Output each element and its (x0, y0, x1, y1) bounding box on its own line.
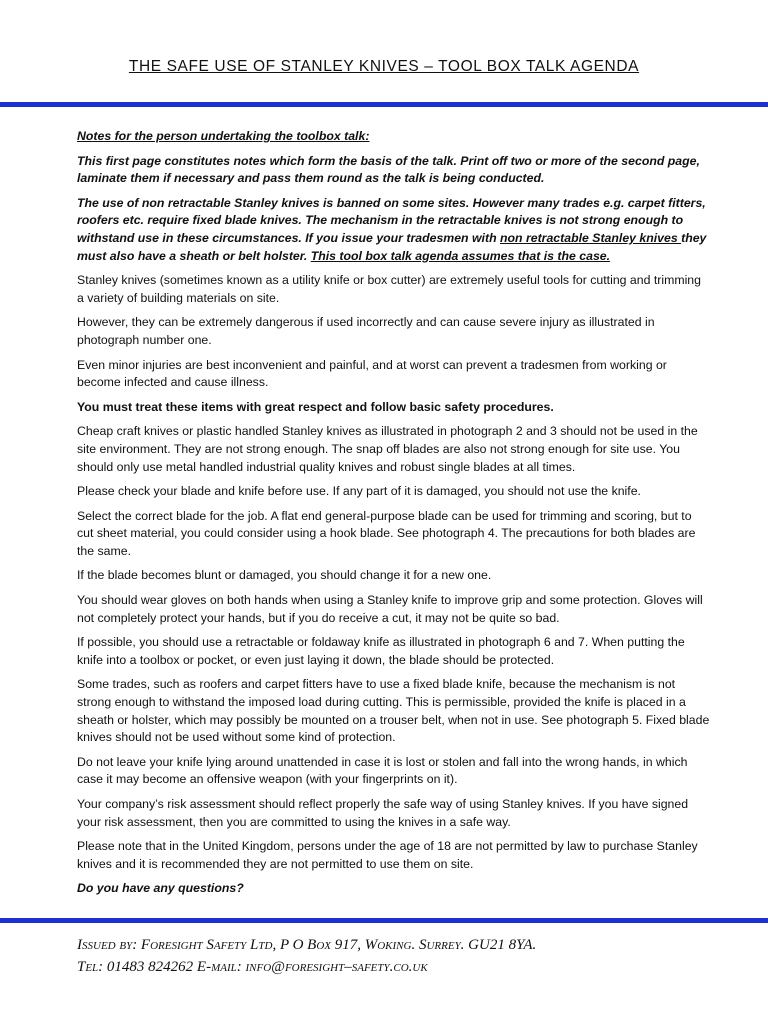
notes-p2-underlined: non retractable Stanley knives (500, 230, 682, 245)
body-paragraph-9: You should wear gloves on both hands when using a Stanley knife to improve grip and some protection. Gloves will not completely protect your hands, but if you do receive a cut, it may not be quite so bad. (77, 593, 703, 625)
footer (77, 934, 737, 978)
document-body (77, 128, 711, 905)
body-paragraph-7: Select the correct blade for the job. A flat end general-purpose blade can be used for trimming and scoring, but to cut sheet material, you could consider using a hook blade. See photograph 4. The precautions for both blades are the same. (77, 508, 696, 558)
body-paragraph-11: Some trades, such as roofers and carpet fitters have to use a fixed blade knife, because the mechanism is not strong enough to withstand the imposed load during cutting. This is permissible, provided the knife is placed in a sheath or holster, which may possibly be mounted on a trouser belt, when not in use. See photograph 5. Fixed blade knives should not be used without some kind of protection. (77, 677, 710, 745)
notes-paragraph-1: This first page constitutes notes which form the basis of the talk. Print off two or more of the second page, laminate them if necessary and pass them round as the talk is being conducted. (77, 153, 700, 186)
notes-p2-assumption: This tool box talk agenda assumes that is the case. (310, 248, 611, 263)
notes-paragraph-2 (77, 195, 711, 265)
body-paragraph-8: If the blade becomes blunt or damaged, you should change it for a new one. (77, 568, 492, 583)
contact-line: Tel: 01483 824262 E-mail: info@foresight–safety.co.uk (77, 959, 428, 975)
page-title: THE SAFE USE OF STANLEY KNIVES – TOOL BOX TALK AGENDA (128, 58, 640, 75)
issuer-line: Issued by: Foresight Safety Ltd, P O Box 917, Woking. Surrey. GU21 8YA. (77, 937, 537, 953)
body-paragraph-1: Stanley knives (sometimes known as a utility knife or box cutter) are extremely useful tools for cutting and trimming a variety of building materials on site. (77, 273, 701, 305)
body-paragraph-14: Please note that in the United Kingdom, persons under the age of 18 are not permitted by law to purchase Stanley knives and it is recommended they are not permitted to use them on site. (77, 839, 698, 871)
notes-heading: Notes for the person undertaking the toolbox talk: (77, 129, 370, 143)
body-paragraph-3: Even minor injuries are best inconvenient and painful, and at worst can prevent a tradesmen from working or become infected and cause illness. (77, 357, 667, 390)
body-paragraph-5: Cheap craft knives or plastic handled Stanley knives as illustrated in photograph 2 and 3 should not be used in the site environment. They are not strong enough. The snap off blades are also not strong enough for site use. You should only use metal handled industrial quality knives and robust single blades at all times. (77, 424, 698, 474)
notes-p2-text-c: they must also have a sheath or belt holster. (77, 230, 707, 263)
closing-question: Do you have any questions? (77, 881, 244, 896)
bottom-divider (0, 918, 768, 923)
body-paragraph-12: Do not leave your knife lying around unattended in case it is lost or stolen and fall into the wrong hands, in which case it may become an offensive weapon (with your fingerprints on it). (77, 754, 688, 787)
body-paragraph-6: Please check your blade and knife before use. If any part of it is damaged, you should not use the knife. (77, 484, 641, 499)
body-paragraph-2: However, they can be extremely dangerous if used incorrectly and can cause severe injury as illustrated in photograph number one. (77, 315, 655, 347)
top-divider (0, 102, 768, 107)
notes-p2-text-a: The use of non retractable Stanley knives is banned on some sites. However many trades e.g. carpet fitters, roofers etc. require fixed blade knives. The mechanism in the retractable knives is not strong enough to withstand use in these circumstances. If you issue your tradesmen with (77, 195, 706, 245)
body-paragraph-10: If possible, you should use a retractable or foldaway knife as illustrated in photograph 6 and 7. When putting the knife into a toolbox or pocket, or even just laying it down, the blade should be protected. (77, 635, 685, 667)
body-paragraph-4: You must treat these items with great respect and follow basic safety procedures. (77, 399, 554, 414)
body-paragraph-13: Your company’s risk assessment should reflect properly the safe way of using Stanley knives. If you have signed your risk assessment, then you are committed to using the knives in a safe way. (77, 797, 689, 829)
